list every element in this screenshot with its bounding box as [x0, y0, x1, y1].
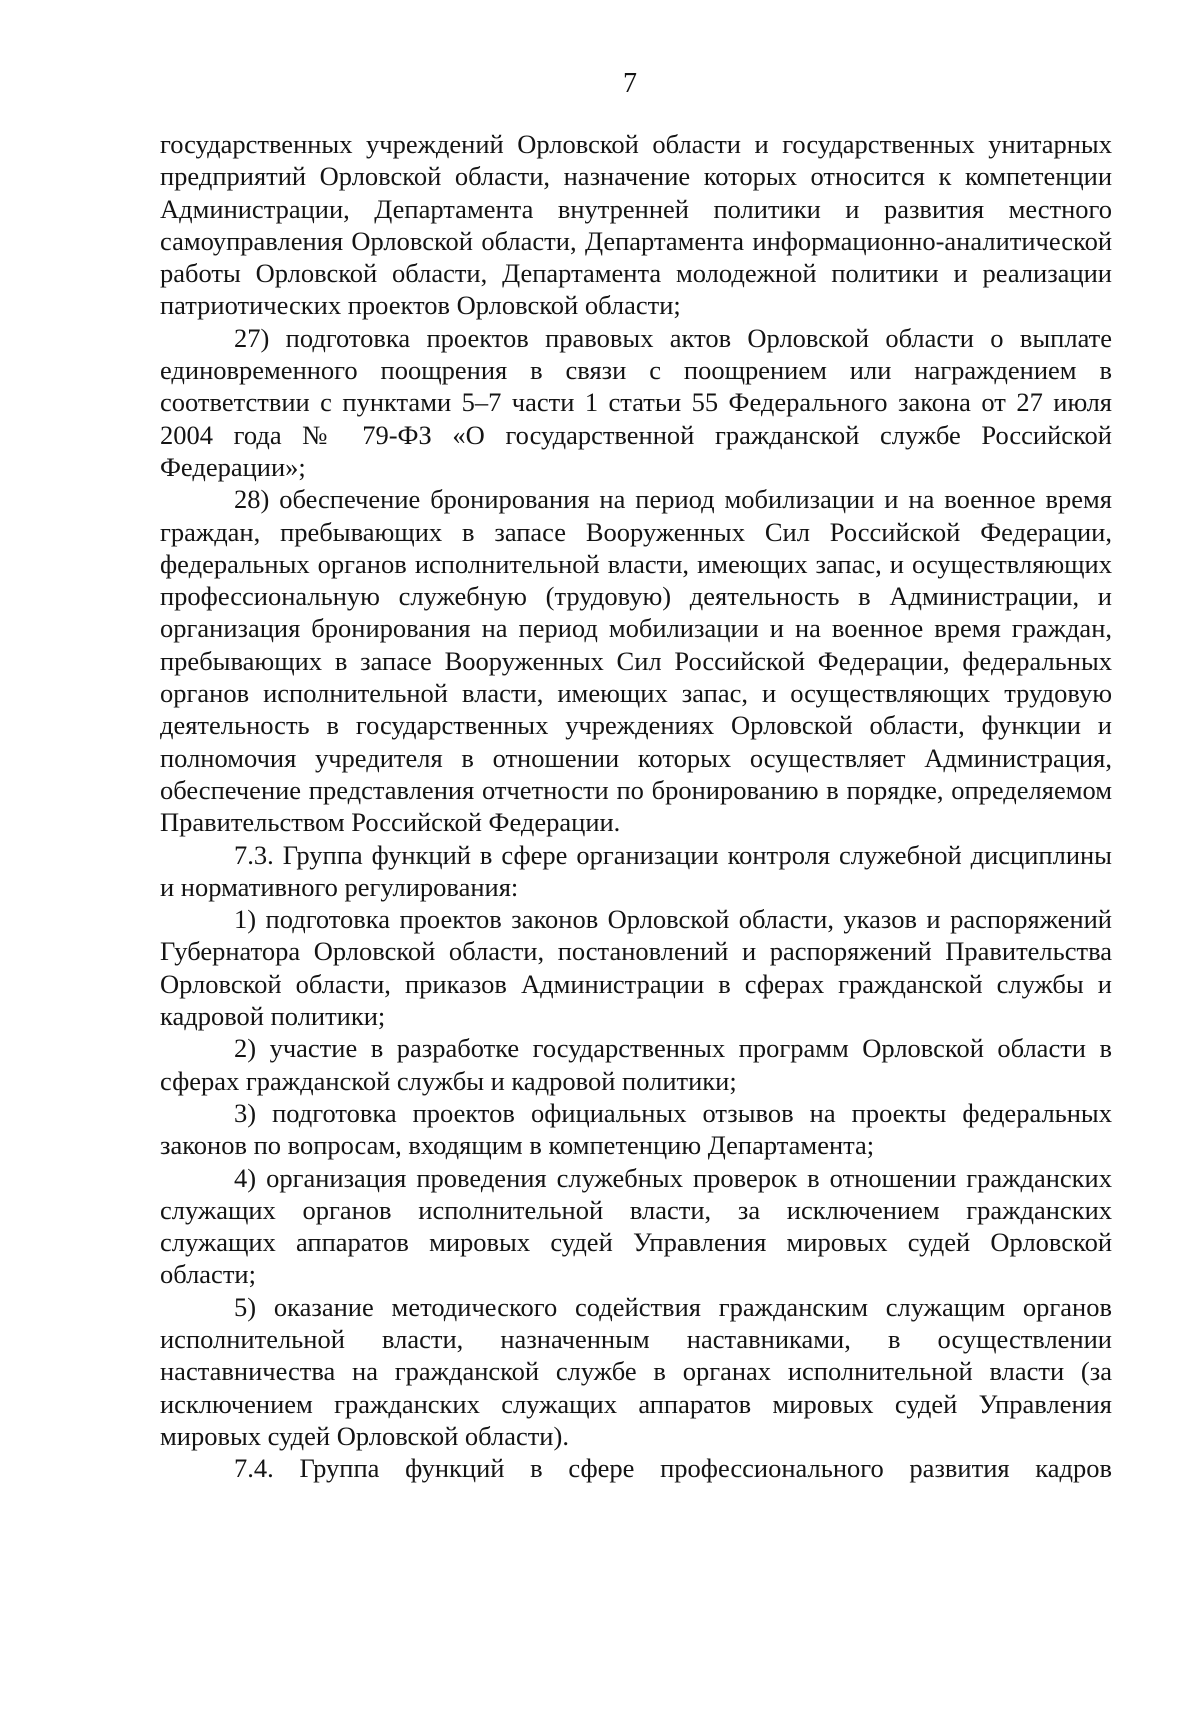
- paragraph-item-1: 1) подготовка проектов законов Орловской области, указов и распоряжений Губернатора Орловской области, постановлений и распоряжений Правительства Орловской области, приказов Администрации в сферах гражданской службы и кадровой политики;: [160, 904, 1112, 1032]
- paragraph-item-2: 2) участие в разработке государственных программ Орловской области в сферах гражданской службы и кадровой политики;: [160, 1033, 1112, 1096]
- paragraph-item-27: 27) подготовка проектов правовых актов Орловской области о выплате единовременного поощрения в связи с поощрением или награждением в соответствии с пунктами 5–7 части 1 статьи 55 Федерального закона от 27 июля 2004 года № 79-ФЗ «О государственной гражданской службе Российской Федерации»;: [160, 322, 1112, 482]
- paragraph-section-7-3: 7.3. Группа функций в сфере организации контроля служебной дисциплины и нормативного регулирования:: [160, 839, 1112, 902]
- paragraph-section-7-4: 7.4. Группа функций в сфере профессионального развития кадров: [234, 1453, 1112, 1484]
- document-body: [160, 128, 1112, 1484]
- paragraph-continuation: государственных учреждений Орловской области и государственных унитарных предприятий Орловской области, назначение которых относится к компетенции Администрации, Департамента внутренней политики и развития местного самоуправления Орловской области, Департамента информационно-аналитической работы Орловской области, Департамента молодежной политики и реализации патриотических проектов Орловской области;: [160, 129, 1112, 321]
- paragraph-item-4: 4) организация проведения служебных проверок в отношении гражданских служащих органов исполнительной власти, за исключением гражданских служащих аппаратов мировых судей Управления мировых судей Орловской области;: [160, 1162, 1112, 1290]
- page-number: 7: [623, 68, 637, 99]
- paragraph-item-5: 5) оказание методического содействия гражданским служащим органов исполнительной власти, назначенным наставниками, в осуществлении наставничества на гражданской службе в органах исполнительной власти (за исключением гражданских служащих аппаратов мировых судей Управления мировых судей Орловской области).: [160, 1291, 1112, 1451]
- paragraph-item-28: 28) обеспечение бронирования на период мобилизации и на военное время граждан, пребывающих в запасе Вооруженных Сил Российской Федерации, федеральных органов исполнительной власти, имеющих запас, и осуществляющих профессиональную служебную (трудовую) деятельность в Администрации, и организация бронирования на период мобилизации и на военное время граждан, пребывающих в запасе Вооруженных Сил Российской Федерации, федеральных органов исполнительной власти, имеющих запас, и осуществляющих трудовую деятельность в государственных учреждениях Орловской области, функции и полномочия учредителя в отношении которых осуществляет Администрация, обеспечение представления отчетности по бронированию в порядке, определяемом Правительством Российской Федерации.: [160, 484, 1112, 838]
- paragraph-item-3: 3) подготовка проектов официальных отзывов на проекты федеральных законов по вопросам, входящим в компетенцию Департамента;: [160, 1097, 1112, 1161]
